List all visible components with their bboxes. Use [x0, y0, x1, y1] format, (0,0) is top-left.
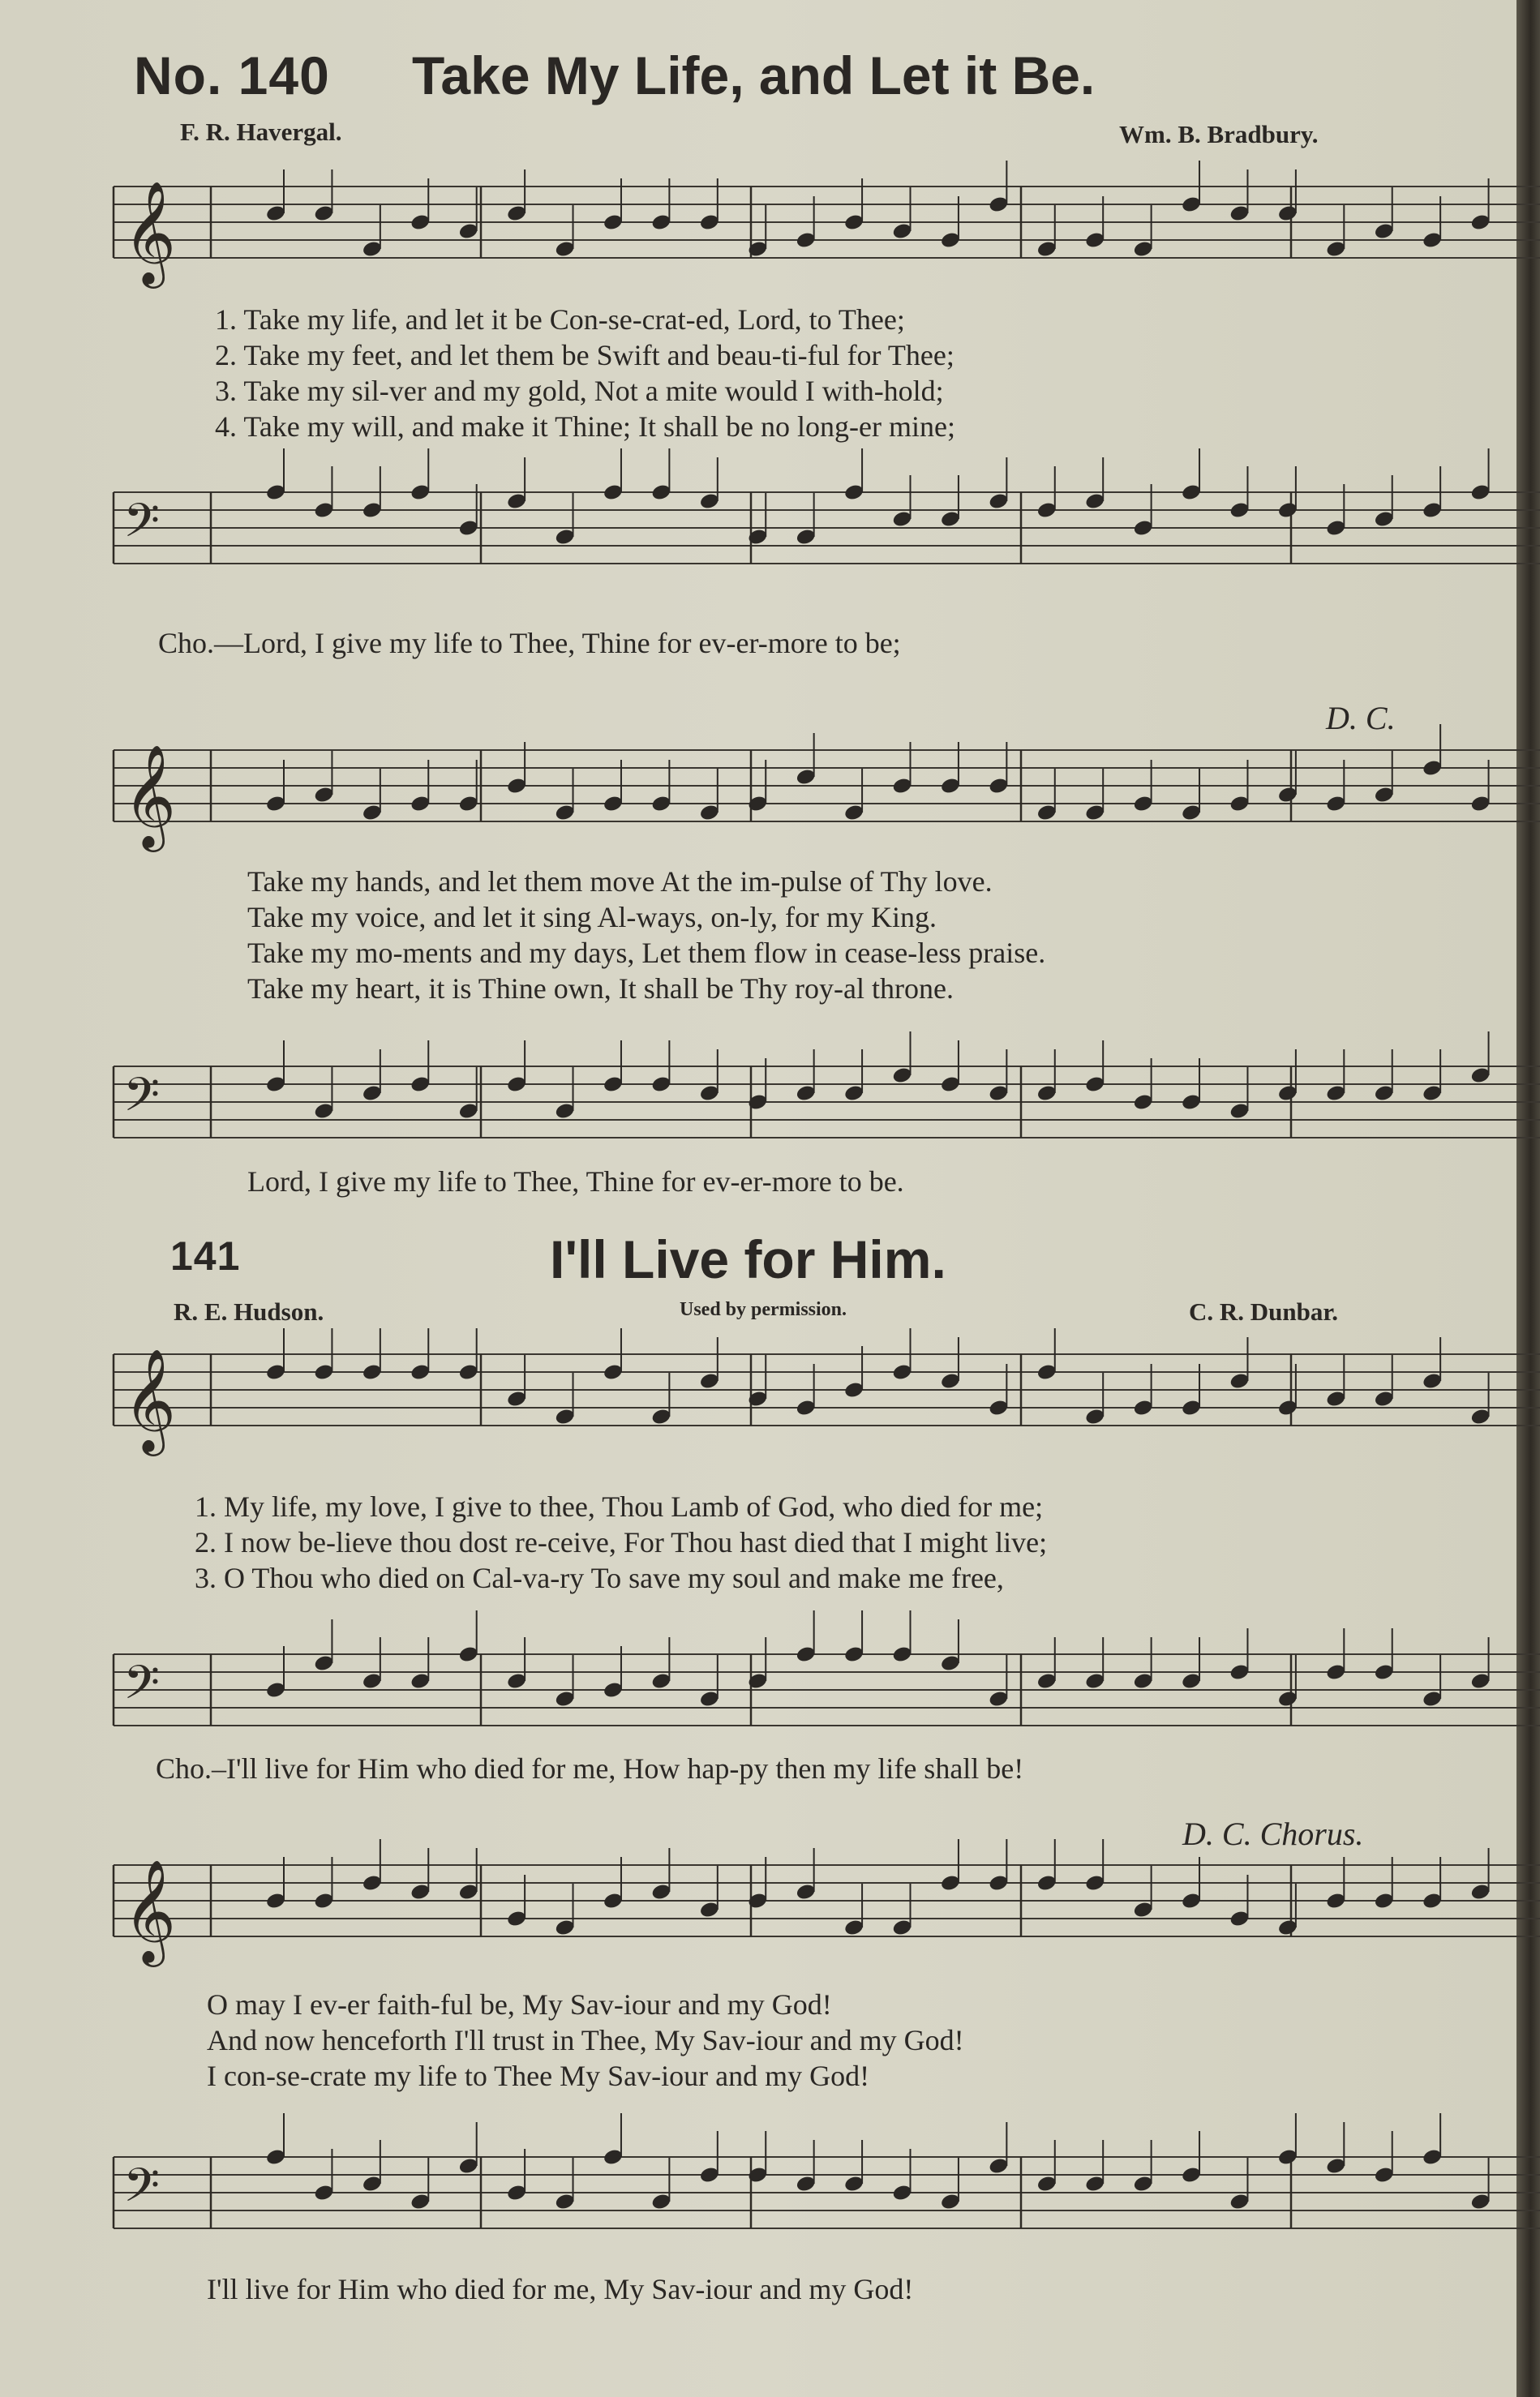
- hymn-title: I'll Live for Him.: [550, 1229, 946, 1289]
- stanza-4-lyric: 4. Take my will, and make it Thine; It shall be no long-er mine;: [215, 410, 955, 443]
- stanza-2-lyric: 2. I now be-lieve thou dost re-ceive, For Thou hast died that I might live;: [195, 1526, 1048, 1559]
- bass-clef-icon: 𝄢: [123, 1655, 161, 1722]
- treble-staff: [114, 1839, 1540, 1967]
- chorus-lyric-cont: I'll live for Him who died for me, My Sav-iour and my God!: [207, 2273, 914, 2305]
- words-credit: F. R. Havergal.: [180, 118, 342, 146]
- hymn-number: No. 140: [134, 45, 330, 105]
- stanza-1-lyric: 1. My life, my love, I give to thee, Thou Lamb of God, who died for me;: [195, 1490, 1044, 1523]
- stanza-1-lyric-cont: Take my hands, and let them move At the im-pulse of Thy love.: [247, 865, 993, 898]
- stanza-2-lyric-cont: And now henceforth I'll trust in Thee, My Sav-iour and my God!: [207, 2024, 964, 2056]
- treble-clef-icon: 𝄞: [123, 744, 177, 847]
- words-credit: R. E. Hudson.: [174, 1297, 324, 1326]
- stanza-3-lyric-cont: Take my mo-ments and my days, Let them flow in cease-less praise.: [247, 937, 1046, 969]
- music-credit: Wm. B. Bradbury.: [1119, 120, 1319, 148]
- stanza-3-lyric-cont: I con-se-crate my life to Thee My Sav-iour and my God!: [207, 2060, 870, 2092]
- bass-clef-icon: 𝄢: [123, 2158, 161, 2224]
- stanza-1-lyric-cont: O may I ev-er faith-ful be, My Sav-iour and my God!: [207, 1988, 832, 2021]
- stanza-2-lyric-cont: Take my voice, and let it sing Al-ways, on-ly, for my King.: [247, 901, 937, 933]
- dc-chorus-marking: D. C. Chorus.: [1182, 1816, 1364, 1852]
- chorus-lyric: Cho.—Lord, I give my life to Thee, Thine for ev-er-more to be;: [158, 627, 901, 659]
- chorus-lyric-cont: Lord, I give my life to Thee, Thine for ev-er-more to be.: [247, 1165, 904, 1198]
- bass-staff: [114, 2113, 1540, 2228]
- dc-marking: D. C.: [1326, 700, 1396, 736]
- stanza-3-lyric: 3. O Thou who died on Cal-va-ry To save my soul and make me free,: [195, 1562, 1004, 1594]
- stanza-4-lyric-cont: Take my heart, it is Thine own, It shall be Thy roy-al throne.: [247, 972, 954, 1005]
- hymn-title: Take My Life, and Let it Be.: [412, 45, 1096, 105]
- stanza-1-lyric: 1. Take my life, and let it be Con-se-crat-ed, Lord, to Thee;: [215, 303, 905, 336]
- music-credit: C. R. Dunbar.: [1189, 1297, 1339, 1326]
- treble-clef-icon: 𝄞: [123, 1859, 177, 1962]
- permission-note: Used by permission.: [680, 1299, 847, 1320]
- bass-clef-icon: 𝄢: [123, 1067, 161, 1134]
- book-spine: [1516, 0, 1540, 2397]
- hymn-number: 141: [170, 1233, 241, 1279]
- treble-clef-icon: 𝄞: [123, 180, 177, 284]
- chorus-lyric: Cho.–I'll live for Him who died for me, How hap-py then my life shall be!: [156, 1752, 1024, 1785]
- stanza-2-lyric: 2. Take my feet, and let them be Swift and beau-ti-ful for Thee;: [215, 339, 954, 371]
- bass-clef-icon: 𝄢: [123, 493, 161, 560]
- stanza-3-lyric: 3. Take my sil-ver and my gold, Not a mite would I with-hold;: [215, 375, 944, 407]
- treble-clef-icon: 𝄞: [123, 1348, 177, 1451]
